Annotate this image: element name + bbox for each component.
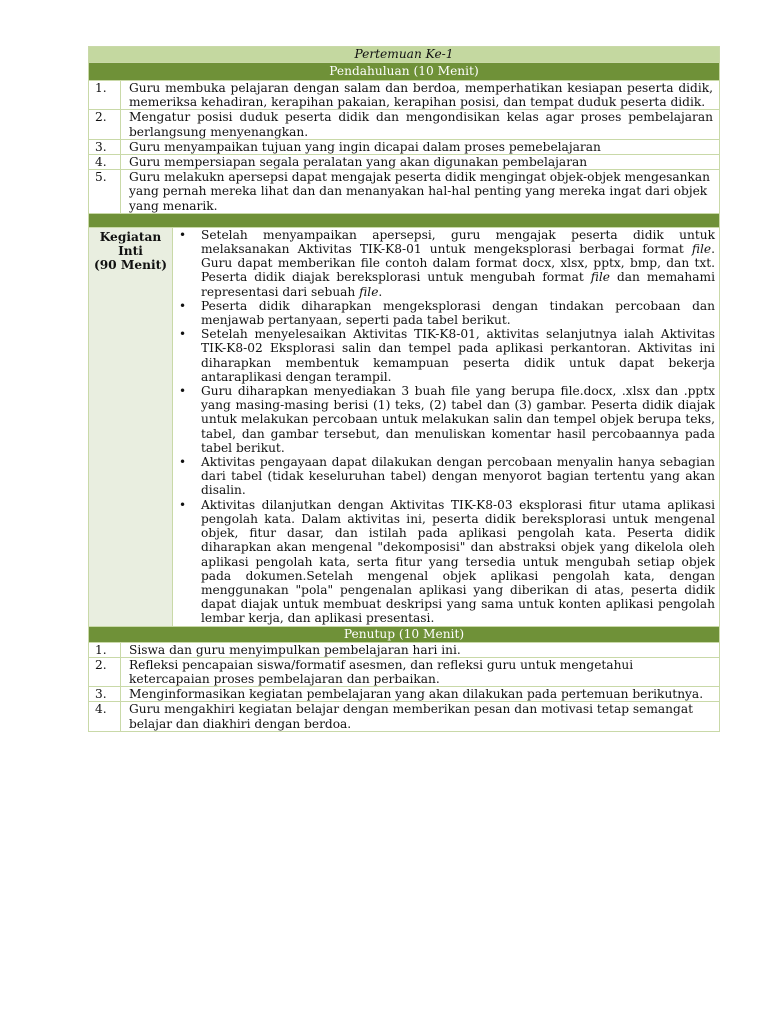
item-number: 3. bbox=[89, 687, 121, 702]
item-text: Menginformasikan kegiatan pembelajaran yang akan dilakukan pada pertemuan berikutnya. bbox=[121, 687, 720, 702]
penutup-row-2 bbox=[89, 657, 720, 686]
bullet-icon: • bbox=[179, 497, 187, 512]
item-text: Refleksi pencapaian siswa/formatif asesmen, dan refleksi guru untuk mengetahui ketercapaian proses pembelajaran dan perbaikan. bbox=[121, 657, 720, 686]
list-item: • Guru diharapkan menyediakan 3 buah file yang berupa file.docx, .xlsx dan .pptx yang masing-masing berisi (1) teks, (2) tabel dan (3) gambar. Peserta didik diajak untuk melakukan percobaan untuk melakukan salin dan tempel objek berupa teks, tabel, dan gambar tersebut, dan menuliskan komentar hasil percobaannya pada tabel berikut. bbox=[179, 384, 715, 455]
item-text: Siswa dan guru menyimpulkan pembelajaran hari ini. bbox=[121, 642, 720, 657]
item-text: Guru membuka pelajaran dengan salam dan berdoa, memperhatikan kesiapan peserta didik, memeriksa kehadiran, kerapihan pakaian, kerapihan posisi, dan tempat duduk peserta didik. bbox=[121, 81, 720, 110]
bullet-icon: • bbox=[179, 455, 187, 470]
list-item: • Peserta didik diharapkan mengeksplorasi dengan tindakan percobaan dan menjawab pertanyaan, seperti pada tabel berikut. bbox=[179, 298, 715, 328]
kegiatan-inti-label bbox=[89, 227, 173, 626]
list-item: • Aktivitas dilanjutkan dengan Aktivitas TIK-K8-03 eksplorasi fitur utama aplikasi pengolah kata. Dalam aktivitas ini, peserta didik bereksplorasi untuk mengenal objek, fitur dasar, dan istilah pada aplikasi pengolah kata. Peserta didik diharapkan akan mengenal "dekomposisi" dan abstraksi objek yang dikelola oleh aplikasi pengolah kata, serta fitur yang tersedia untuk mengubah setiap objek pada dokumen.Setelah mengenal objek aplikasi pengolah kata, dengan menggunakan "pola" pengenalan aplikasi yang diberikan di atas, peserta didik dapat diajak untuk membuat deskripsi yang sama untuk konten aplikasi pengolah lembar kerja, dan aplikasi presentasi. bbox=[179, 497, 715, 626]
list-item: • Aktivitas pengayaan dapat dilakukan dengan percobaan menyalin hanya sebagian dari tabel (tidak keseluruhan tabel) dengan menyorot bagian tertentu yang akan disalin. bbox=[179, 455, 715, 498]
item-text: Mengatur posisi duduk peserta didik dan mengondisikan kelas agar proses pembelajaran berlangsung menyenangkan. bbox=[121, 110, 720, 139]
penutup-row-4 bbox=[89, 702, 720, 731]
item-text: Guru melakukn apersepsi dapat mengajak peserta didik mengingat objek-objek mengesankan yang pernah mereka lihat dan dan menanyakan hal-hal penting yang mereka ingat dari objek yang menarik. bbox=[121, 170, 720, 214]
item-number: 4. bbox=[89, 155, 121, 170]
item-number: 4. bbox=[89, 702, 121, 731]
section-divider bbox=[89, 213, 720, 227]
lesson-plan-table bbox=[88, 46, 720, 732]
pendahuluan-row-1 bbox=[89, 81, 720, 110]
kegiatan-inti-row bbox=[89, 227, 720, 626]
inti-bullet-list bbox=[173, 228, 719, 626]
bullet-icon: • bbox=[179, 384, 187, 399]
item-number: 2. bbox=[89, 110, 121, 139]
list-item: • Setelah menyelesaikan Aktivitas TIK-K8-01, aktivitas selanjutnya ialah Aktivitas TIK-K8-02 Eksplorasi salin dan tempel pada aplikasi perkantoran. Aktivitas ini diharapkan membentuk kemampuan peserta didik untuk dapat bekerja antaraplikasi dengan terampil. bbox=[179, 327, 715, 384]
label-line: Inti bbox=[118, 244, 143, 259]
penutup-header: Penutup (10 Menit) bbox=[89, 626, 720, 642]
item-text: Guru mengakhiri kegiatan belajar dengan memberikan pesan dan motivasi tetap semangat belajar dan diakhiri dengan berdoa. bbox=[121, 702, 720, 731]
penutup-row-3 bbox=[89, 687, 720, 702]
kegiatan-inti-content bbox=[173, 227, 720, 626]
label-duration: (90 Menit) bbox=[93, 258, 168, 273]
list-item: • Setelah menyampaikan apersepsi, guru mengajak peserta didik untuk melaksanakan Aktivitas TIK-K8-01 untuk mengeksplorasi berbagai format file. Guru dapat memberikan file contoh dalam format docx, xlsx, pptx, bmp, dan txt. Peserta didik diajak bereksplorasi untuk mengubah format file dan memahami representasi dari sebuah file. bbox=[179, 227, 715, 299]
pendahuluan-header: Pendahuluan (10 Menit) bbox=[89, 63, 720, 81]
bullet-icon: • bbox=[179, 227, 187, 242]
item-number: 5. bbox=[89, 170, 121, 214]
label-line: Kegiatan bbox=[99, 229, 162, 244]
meeting-title: Pertemuan Ke-1 bbox=[89, 47, 720, 63]
item-text: Guru menyampaikan tujuan yang ingin dicapai dalam proses pemebelajaran bbox=[121, 139, 720, 154]
penutup-row-1 bbox=[89, 642, 720, 657]
item-number: 3. bbox=[89, 139, 121, 154]
pendahuluan-row-3 bbox=[89, 139, 720, 154]
lesson-plan-document bbox=[88, 46, 720, 732]
pendahuluan-row-5 bbox=[89, 170, 720, 214]
item-number: 2. bbox=[89, 657, 121, 686]
bullet-icon: • bbox=[179, 298, 187, 313]
bullet-icon: • bbox=[179, 327, 187, 342]
item-number: 1. bbox=[89, 81, 121, 110]
pendahuluan-row-2 bbox=[89, 110, 720, 139]
item-text: Guru mempersiapan segala peralatan yang akan digunakan pembelajaran bbox=[121, 155, 720, 170]
pendahuluan-row-4 bbox=[89, 155, 720, 170]
item-number: 1. bbox=[89, 642, 121, 657]
